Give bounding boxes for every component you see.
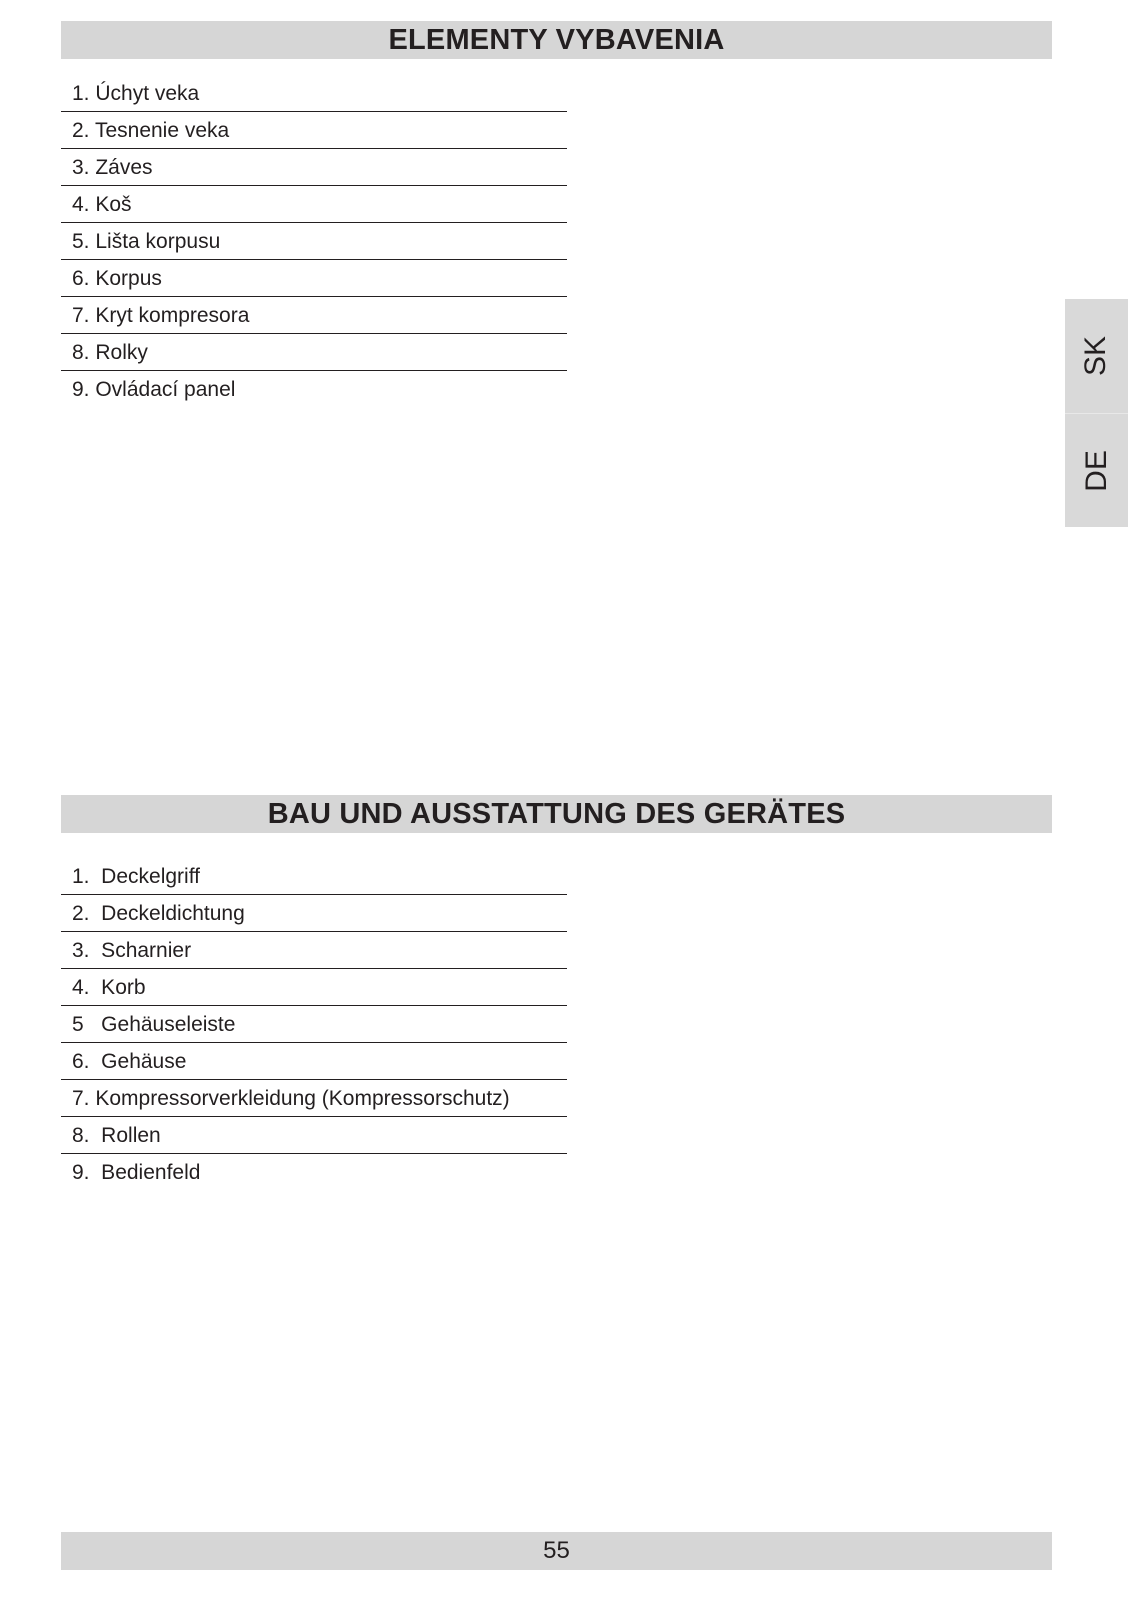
section-heading-de — [61, 795, 1052, 833]
list-item: 3. Scharnier — [61, 932, 567, 969]
language-tabs — [1065, 299, 1128, 527]
list-item: 2. Tesnenie veka — [61, 112, 567, 149]
language-tab-label: SK — [1079, 335, 1113, 377]
language-tab-label: DE — [1079, 450, 1113, 492]
list-item: 6. Gehäuse — [61, 1043, 567, 1080]
page-number: 55 — [543, 1537, 570, 1564]
list-item: 9. Bedienfeld — [72, 1161, 201, 1184]
list-item: 7. Kryt kompresora — [61, 297, 567, 334]
list-item: 8. Rollen — [61, 1117, 567, 1154]
list-item: 3. Záves — [61, 149, 567, 186]
page-footer — [61, 1532, 1052, 1570]
list-item: 2. Deckeldichtung — [61, 895, 567, 932]
list-item: 5. Lišta korpusu — [61, 223, 567, 260]
parts-list-de — [61, 858, 567, 1191]
list-item: 4. Koš — [61, 186, 567, 223]
list-item: 1. Úchyt veka — [61, 75, 567, 112]
section-heading-sk — [61, 21, 1052, 59]
language-tab-sk[interactable] — [1065, 299, 1128, 413]
list-item: 8. Rolky — [61, 334, 567, 371]
section-title: ELEMENTY VYBAVENIA — [388, 23, 725, 56]
list-item: 7. Kompressorverkleidung (Kompressorschutz) — [61, 1080, 567, 1117]
list-item: 5 Gehäuseleiste — [61, 1006, 567, 1043]
language-tab-de[interactable] — [1065, 413, 1128, 528]
list-item: 4. Korb — [61, 969, 567, 1006]
list-item: 9. Ovládací panel — [72, 378, 236, 401]
section-title: BAU UND AUSSTATTUNG DES GERÄTES — [267, 797, 846, 830]
list-item: 6. Korpus — [61, 260, 567, 297]
list-item: 1. Deckelgriff — [61, 858, 567, 895]
parts-list-sk — [61, 75, 567, 408]
